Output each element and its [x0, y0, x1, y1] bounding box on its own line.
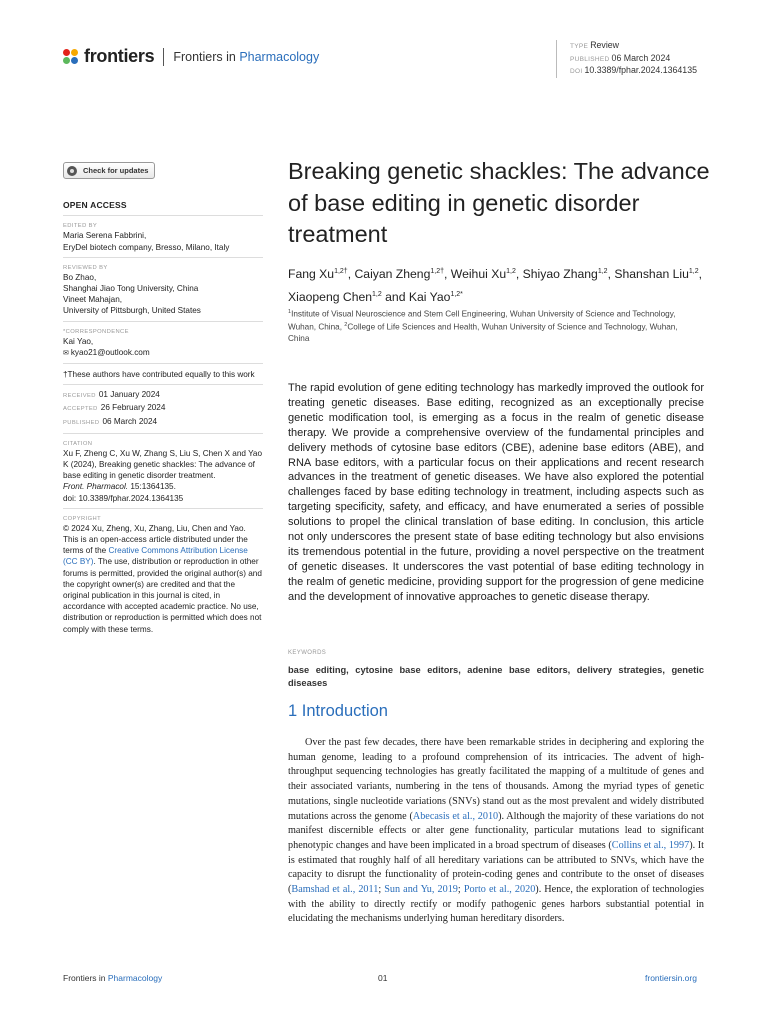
abstract: The rapid evolution of gene editing technology has markedly improved the outlook for treating genetic diseases. Base editing, recognized as an exceptionally precise genetic modification tool, is emerging as a focus in the realm of genetic disease therapy. We provide a comprehensive overview of the fundamental principles and delivery methods of cytosine base editors (CBE), adenine base editors (ABE), and RNA base editors, with a particular focus on their applications and recent research advances in the treatment of genetic diseases. We have also explored the potential challenges faced by base editing technology in treatment, including aspects such as targeting specificity, safety, and efficacy, and have enumerated a series of possible solutions to propel the clinical translation of base editing. In conclusion, this article not only underscores the present state of base editing technology but also envisions its tremendous potential in the future, providing a novel perspective on the treatment of genetic diseases. It underscores the vast potential of base editing technology in the realm of genetic medicine, providing support for the progression of gene medicine and the development of innovative approaches to genetic disease therapy.	[288, 382, 704, 603]
correspondence-email[interactable]: kyao21@outlook.com	[70, 347, 150, 357]
citation-journal-row: Front. Pharmacol. 15:1364135.	[63, 482, 176, 492]
author-name[interactable]: Caiyan Zheng	[354, 267, 431, 282]
author-affil-sup: 1,2	[597, 268, 608, 275]
received-row: RECEIVED 01 January 2024	[63, 390, 160, 400]
citation-doi: doi: 10.3389/fphar.2024.1364135	[63, 493, 184, 503]
copyright-text: © 2024 Xu, Zheng, Xu, Zhang, Liu, Chen and Yao. This is an open-access article distributed under the terms of the Creative Commons Attribution License (CC BY). The use, distribution or reproduction in other forums is permitted, provided the original author(s) and the copyright owner(s) are credited and that the original publication in this journal is cited, in accordance with accepted academic practice. No use, distribution or reproduction is permitted which does not comply with these terms.	[63, 523, 262, 634]
correspondence-email-row	[63, 347, 263, 359]
published-row: PUBLISHED 06 March 2024	[63, 416, 158, 426]
meta-doi: DOI 10.3389/fphar.2024.1364135	[570, 65, 697, 76]
author-affil-sup: 1,2	[506, 268, 516, 275]
meta-published: PUBLISHED 06 March 2024	[570, 52, 671, 63]
reviewer-1: Bo Zhao,	[63, 272, 97, 282]
author-name[interactable]: Fang Xu	[288, 267, 335, 282]
reviewed-by-label: REVIEWED BY	[63, 264, 108, 271]
cc-by-link[interactable]: Creative Commons Attribution License (CC BY)	[63, 546, 248, 567]
article-meta	[556, 40, 697, 78]
author-affil-sup: 1,2†	[334, 268, 348, 275]
copyright-label: COPYRIGHT	[63, 515, 102, 522]
citation-link[interactable]: Porto et al., 2020	[463, 884, 536, 896]
frontiers-logo-icon	[63, 49, 79, 65]
citation-link[interactable]: Collins et al., 1997	[611, 839, 690, 851]
keywords-label: KEYWORDS	[288, 650, 327, 656]
equal-contribution-note: †These authors have contributed equally to this work	[63, 370, 255, 380]
reviewer-1-affil: Shanghai Jiao Tong University, China	[63, 284, 199, 294]
footer-site-link[interactable]: frontiersin.org	[645, 973, 697, 983]
correspondence-label: *CORRESPONDENCE	[63, 328, 129, 335]
author-affil-sup: 1,2†	[430, 268, 444, 275]
author-name[interactable]: Shiyao Zhang	[522, 267, 598, 282]
intro-paragraph: Over the past few decades, there have been remarkable strides in deciphering and exploring the human genome, leading to a profound comprehension of its intricacies. The advent of high-throughput sequencing technologies has greatly facilitated the mapping of a multitude of genes and their associated variants, numbering in the tens of thousands. Among the myriad types of genetic mutations, single nucleotide variations (SNVs) stand out as the most prevalent and widely distributed mutations across the genome (Abecasis et al., 2010). Although the majority of these variations do not manifest discernible effects or alter gene functionality, particular mutations lead to significant phenotypic changes and have been implicated in a broad spectrum of diseases (Collins et al., 1997). It is estimated that roughly half of all hereditary variations can be attributed to SNVs, which have the capacity to disrupt the functionality of protein-coding genes and contribute to the onset of diseases (Bamshad et al., 2011; Sun and Yu, 2019; Porto et al., 2020). Hence, the exploration of technologies with the ability to directly rectify or modify pathogenic genes harbors substantial potential in elucidating the mechanisms underlying human hereditary disorders.	[288, 737, 705, 925]
keywords: base editing, cytosine base editors, adenine base editors, delivery strategies, genetic diseases	[288, 665, 704, 688]
citation-text: Xu F, Zheng C, Xu W, Zhang S, Liu S, Chen X and Yao K (2024), Breaking genetic shackles: The advance of base editing in genetic disorder treatment.	[63, 448, 263, 481]
section-heading-introduction: 1 Introduction	[288, 702, 388, 720]
page-number: 01	[378, 973, 388, 983]
citation-link[interactable]: Abecasis et al., 2010	[412, 810, 499, 822]
update-icon	[67, 166, 77, 176]
brand-wordmark: frontiers	[84, 46, 155, 66]
author-affil-sup: 1,2	[688, 268, 699, 275]
author-name[interactable]: Kai Yao	[408, 289, 451, 304]
editor-name: Maria Serena Fabbrini,	[63, 231, 147, 241]
correspondence-name: Kai Yao,	[63, 336, 94, 346]
reviewer-2-affil: University of Pittsburgh, United States	[63, 306, 201, 316]
author-affil-sup: 1,2	[372, 290, 382, 298]
open-access-label: OPEN ACCESS	[63, 200, 127, 211]
author-name[interactable]: Shanshan Liu	[614, 267, 689, 282]
meta-type: TYPE Review	[570, 40, 620, 50]
sidebar	[63, 162, 263, 635]
journal-name[interactable]: Frontiers in Pharmacology	[173, 49, 320, 64]
citation-link[interactable]: Bamshad et al., 2011	[291, 884, 379, 896]
accepted-row: ACCEPTED 26 February 2024	[63, 403, 166, 413]
frontiers-brand	[63, 46, 319, 67]
editor-affil: EryDel biotech company, Bresso, Milano, Italy	[63, 242, 230, 252]
introduction-body	[288, 736, 704, 927]
author-list: Fang $Xu^{1,2\dagger}$, Caiyan Zheng$^{1,2\dagger}$, Weihui Xu$^{1,2}$, Shiyao Zhang$^{1,2}$, Shanshan Liu$^{1,2}$, Xiaopeng Chen$^{1,2}$ and Kai Yao$^{1,2*}$	[288, 267, 703, 304]
author-name[interactable]: Weihui Xu	[450, 267, 507, 282]
article-title: Breaking genetic shackles: The advance of base editing in genetic disorder treatment	[288, 158, 710, 247]
footer-journal[interactable]: Frontiers in Pharmacology	[63, 973, 163, 983]
check-for-updates-button[interactable]: Check for updates	[63, 162, 155, 179]
reviewer-2: Vineet Mahajan,	[63, 295, 123, 305]
edited-by-label: EDITED BY	[63, 223, 98, 230]
citation-link[interactable]: Sun and Yu, 2019	[384, 884, 458, 896]
email-icon: ✉	[63, 349, 71, 357]
author-name[interactable]: Xiaopeng Chen	[288, 289, 373, 304]
author-affil-sup: 1,2*	[450, 290, 463, 298]
brand-divider	[163, 48, 164, 66]
citation-label: CITATION	[63, 440, 93, 447]
affiliations: $^1$Institute of Visual Neuroscience and Stem Cell Engineering, Wuhan University of Science and Technology, Wuhan, China, $^2$College of Life Sciences and Health, Wuhan University of Science and Technology, Wuhan, China	[288, 309, 678, 344]
